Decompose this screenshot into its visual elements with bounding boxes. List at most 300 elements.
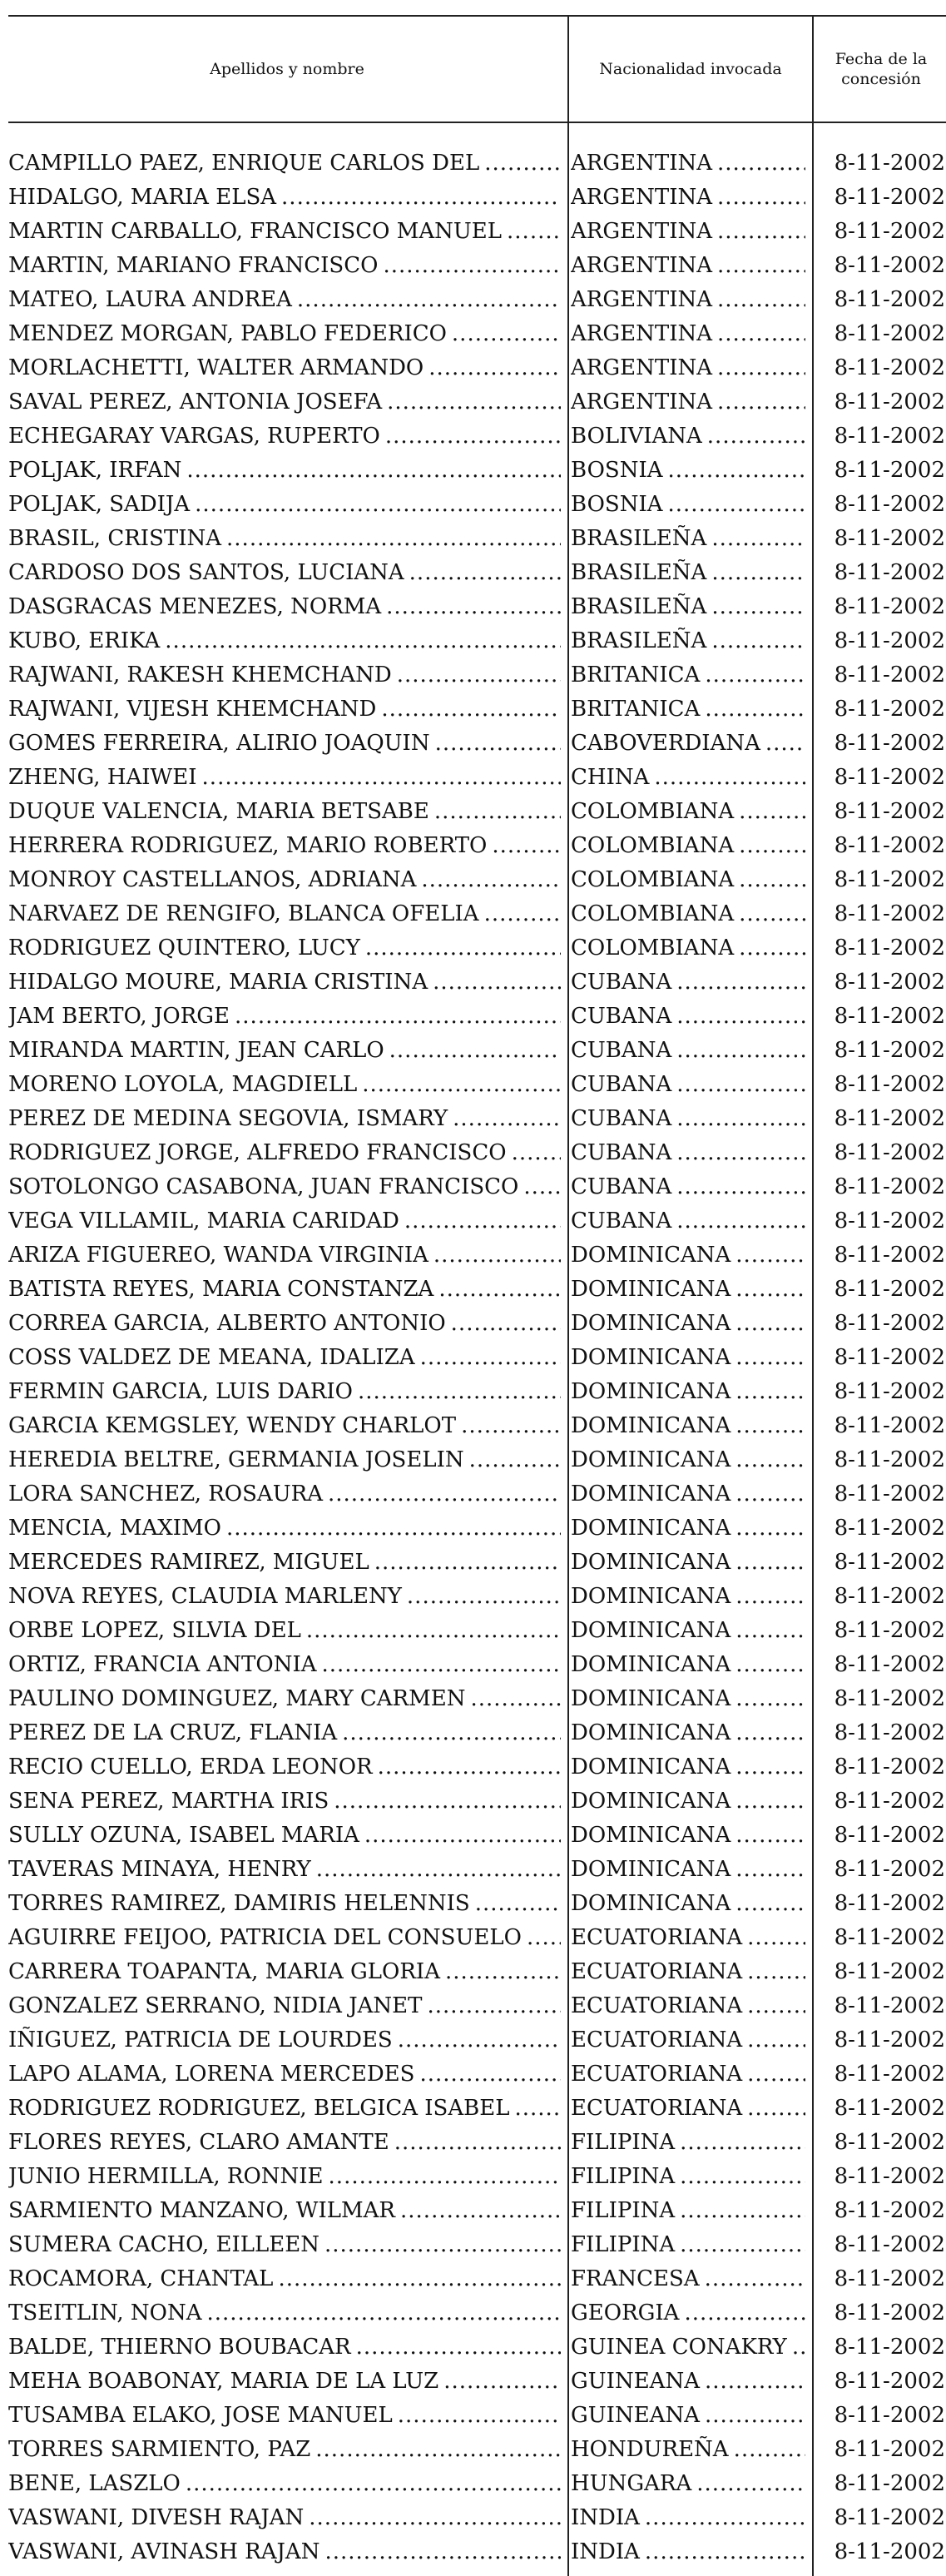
row-nationality-cell <box>571 2501 805 2535</box>
table-row <box>8 317 946 351</box>
nationality: HUNGARA <box>571 2471 696 2496</box>
row-nationality-cell <box>571 1341 805 1375</box>
concession-date: 8-11-2002 <box>834 867 945 892</box>
table-row <box>8 931 946 965</box>
person-name: LORA SANCHEZ, ROSAURA <box>8 1482 328 1506</box>
row-nationality-cell <box>571 1068 805 1102</box>
row-name-cell <box>8 1546 561 1580</box>
nationality: BOSNIA <box>571 492 668 517</box>
person-name: ROCAMORA, CHANTAL <box>8 2266 278 2291</box>
person-name: BATISTA REYES, MARIA CONSTANZA <box>8 1277 438 1302</box>
concession-date: 8-11-2002 <box>834 1140 945 1165</box>
nationality: GUINEA CONAKRY <box>571 2335 792 2360</box>
table-row <box>8 658 946 692</box>
concession-date: 8-11-2002 <box>834 594 945 619</box>
nationality: DOMINICANA <box>571 1516 736 1541</box>
nationality: FILIPINA <box>571 2164 680 2189</box>
concession-date: 8-11-2002 <box>834 219 945 244</box>
row-nationality-cell <box>571 146 805 181</box>
table-row <box>8 795 946 829</box>
person-name: HEREDIA BELTRE, GERMANIA JOSELIN <box>8 1447 469 1472</box>
concession-date: 8-11-2002 <box>834 1277 945 1302</box>
row-nationality-cell <box>571 1511 805 1546</box>
concession-date: 8-11-2002 <box>834 1652 945 1677</box>
table-body <box>8 123 946 2569</box>
row-nationality-cell <box>571 1307 805 1341</box>
row-name-cell <box>8 181 561 215</box>
row-nationality-cell <box>571 1238 805 1273</box>
concession-date: 8-11-2002 <box>834 1004 945 1029</box>
row-name-cell <box>8 2296 561 2330</box>
row-nationality-cell <box>571 2262 805 2296</box>
row-nationality-cell <box>571 1204 805 1238</box>
concession-date: 8-11-2002 <box>834 2198 945 2223</box>
row-nationality-cell <box>571 1443 805 1477</box>
row-nationality-cell <box>571 761 805 795</box>
row-nationality-cell <box>571 2296 805 2330</box>
row-name-cell <box>8 2023 561 2057</box>
concession-date: 8-11-2002 <box>834 2096 945 2121</box>
row-name-cell <box>8 522 561 556</box>
nationality: CUBANA <box>571 1174 676 1199</box>
concession-date: 8-11-2002 <box>834 2130 945 2155</box>
nationality: COLOMBIANA <box>571 833 739 858</box>
row-nationality-cell <box>571 658 805 692</box>
person-name: MATEO, LAURA ANDREA <box>8 287 297 312</box>
row-nationality-cell <box>571 931 805 965</box>
row-nationality-cell <box>571 1682 805 1716</box>
row-name-cell <box>8 1819 561 1853</box>
table-row <box>8 2330 946 2365</box>
table-row <box>8 863 946 897</box>
concession-date: 8-11-2002 <box>834 1311 945 1336</box>
nationality: BOLIVIANA <box>571 424 707 449</box>
row-name-cell <box>8 146 561 181</box>
nationality: ECUATORIANA <box>571 1993 747 2018</box>
table-row <box>8 2057 946 2092</box>
row-nationality-cell <box>571 283 805 317</box>
table-row <box>8 2535 946 2569</box>
concession-date: 8-11-2002 <box>834 799 945 824</box>
row-nationality-cell <box>571 2023 805 2057</box>
table-row <box>8 761 946 795</box>
person-name: IÑIGUEZ, PATRICIA DE LOURDES <box>8 2028 398 2052</box>
person-name: RAJWANI, VIJESH KHEMCHAND <box>8 697 381 722</box>
person-name: TORRES RAMIREZ, DAMIRIS HELENNIS <box>8 1891 475 1916</box>
row-nationality-cell <box>571 556 805 590</box>
concession-date: 8-11-2002 <box>834 1993 945 2018</box>
concession-date: 8-11-2002 <box>834 833 945 858</box>
person-name: CAMPILLO PAEZ, ENRIQUE CARLOS DEL <box>8 151 484 176</box>
table-row <box>8 249 946 283</box>
row-name-cell <box>8 419 561 454</box>
person-name: PEREZ DE LA CRUZ, FLANIA <box>8 1720 342 1745</box>
person-name: MENDEZ MORGAN, PABLO FEDERICO <box>8 321 452 346</box>
nationality: DOMINICANA <box>571 1618 736 1643</box>
table-row <box>8 1546 946 1580</box>
row-name-cell <box>8 1511 561 1546</box>
nationality: INDIA <box>571 2539 645 2564</box>
table-row <box>8 556 946 590</box>
person-name: SULLY OZUNA, ISABEL MARIA <box>8 1823 364 1848</box>
nationality: ECUATORIANA <box>571 2028 747 2052</box>
nationality: COLOMBIANA <box>571 867 739 892</box>
nationality: BRITANICA <box>571 663 705 687</box>
table-row <box>8 2365 946 2399</box>
row-nationality-cell <box>571 1580 805 1614</box>
nationality: FRANCESA <box>571 2266 705 2291</box>
concession-date: 8-11-2002 <box>834 936 945 960</box>
person-name: ZHENG, HAIWEI <box>8 765 202 790</box>
person-name: ORTIZ, FRANCIA ANTONIA <box>8 1652 322 1677</box>
row-name-cell <box>8 1784 561 1819</box>
row-name-cell <box>8 1887 561 1921</box>
table-row <box>8 215 946 249</box>
row-name-cell <box>8 1307 561 1341</box>
row-name-cell <box>8 1648 561 1682</box>
concession-date: 8-11-2002 <box>834 1038 945 1063</box>
row-name-cell <box>8 556 561 590</box>
nationality: CUBANA <box>571 1004 676 1029</box>
nationality: CABOVERDIANA <box>571 731 765 756</box>
row-name-cell <box>8 1375 561 1409</box>
nationality: BOSNIA <box>571 458 668 483</box>
table-row <box>8 1443 946 1477</box>
table-row <box>8 1409 946 1443</box>
person-name: HERRERA RODRIGUEZ, MARIO ROBERTO <box>8 833 492 858</box>
nationality: BRITANICA <box>571 697 705 722</box>
person-name: TORRES SARMIENTO, PAZ <box>8 2437 315 2462</box>
concession-date: 8-11-2002 <box>834 1516 945 1541</box>
nationality: ECUATORIANA <box>571 1959 747 1984</box>
row-name-cell <box>8 1989 561 2023</box>
table-row <box>8 1068 946 1102</box>
concession-date: 8-11-2002 <box>834 1447 945 1472</box>
person-name: MORLACHETTI, WALTER ARMANDO <box>8 355 428 380</box>
row-name-cell <box>8 1034 561 1068</box>
row-nationality-cell <box>571 419 805 454</box>
person-name: MEHA BOABONAY, MARIA DE LA LUZ <box>8 2369 443 2394</box>
row-name-cell <box>8 1170 561 1204</box>
table-row <box>8 2501 946 2535</box>
row-name-cell <box>8 1409 561 1443</box>
concession-date: 8-11-2002 <box>834 663 945 687</box>
person-name: POLJAK, SADIJA <box>8 492 195 517</box>
concession-date: 8-11-2002 <box>834 560 945 585</box>
nationality: ARGENTINA <box>571 253 717 278</box>
concession-date: 8-11-2002 <box>834 253 945 278</box>
row-nationality-cell <box>571 1170 805 1204</box>
concession-date: 8-11-2002 <box>834 697 945 722</box>
row-nationality-cell <box>571 2535 805 2569</box>
concession-date: 8-11-2002 <box>834 1482 945 1506</box>
row-nationality-cell <box>571 965 805 1000</box>
table-row <box>8 1989 946 2023</box>
concession-date: 8-11-2002 <box>834 2471 945 2496</box>
table-row <box>8 283 946 317</box>
concession-date: 8-11-2002 <box>834 1720 945 1745</box>
concession-date: 8-11-2002 <box>834 1925 945 1950</box>
row-name-cell <box>8 624 561 658</box>
table-row <box>8 1102 946 1136</box>
nationality: ECUATORIANA <box>571 1925 747 1950</box>
header-name: Apellidos y nombre <box>210 60 364 78</box>
concession-date: 8-11-2002 <box>834 765 945 790</box>
nationality: DOMINICANA <box>571 1243 736 1268</box>
row-nationality-cell <box>571 829 805 863</box>
row-nationality-cell <box>571 2160 805 2194</box>
row-nationality-cell <box>571 1887 805 1921</box>
row-name-cell <box>8 215 561 249</box>
table-row <box>8 897 946 931</box>
table-row <box>8 1375 946 1409</box>
person-name: RODRIGUEZ QUINTERO, LUCY <box>8 936 365 960</box>
row-name-cell <box>8 1443 561 1477</box>
nationality: ARGENTINA <box>571 390 717 414</box>
table-row <box>8 2092 946 2126</box>
row-nationality-cell <box>571 1000 805 1034</box>
nationality: DOMINICANA <box>571 1379 736 1404</box>
table-row <box>8 1750 946 1784</box>
person-name: TAVERAS MINAYA, HENRY <box>8 1857 316 1882</box>
nationality: COLOMBIANA <box>571 799 739 824</box>
nationality: CUBANA <box>571 1038 676 1063</box>
table-row <box>8 2433 946 2467</box>
nationality: DOMINICANA <box>571 1891 736 1916</box>
row-nationality-cell <box>571 1921 805 1955</box>
nationality: ARGENTINA <box>571 185 717 210</box>
person-name: MONROY CASTELLANOS, ADRIANA <box>8 867 421 892</box>
row-name-cell <box>8 1750 561 1784</box>
concession-date: 8-11-2002 <box>834 526 945 551</box>
concession-date: 8-11-2002 <box>834 1618 945 1643</box>
nationality: DOMINICANA <box>571 1720 736 1745</box>
row-name-cell <box>8 2467 561 2501</box>
table-row <box>8 181 946 215</box>
row-nationality-cell <box>571 1955 805 1989</box>
concession-date: 8-11-2002 <box>834 390 945 414</box>
row-nationality-cell <box>571 1273 805 1307</box>
person-name: ECHEGARAY VARGAS, RUPERTO <box>8 424 385 449</box>
nationality: ARGENTINA <box>571 355 717 380</box>
nationality: BRASILEÑA <box>571 594 711 619</box>
row-nationality-cell <box>571 2057 805 2092</box>
person-name: HIDALGO, MARIA ELSA <box>8 185 281 210</box>
table-row <box>8 1784 946 1819</box>
person-name: KUBO, ERIKA <box>8 628 165 653</box>
table-row <box>8 624 946 658</box>
row-nationality-cell <box>571 522 805 556</box>
row-name-cell <box>8 931 561 965</box>
row-name-cell <box>8 1614 561 1648</box>
row-name-cell <box>8 1477 561 1511</box>
nationality: DOMINICANA <box>571 1686 736 1711</box>
person-name: VEGA VILLAMIL, MARIA CARIDAD <box>8 1209 404 1233</box>
nationality: CUBANA <box>571 1072 676 1097</box>
person-name: BRASIL, CRISTINA <box>8 526 226 551</box>
concession-date: 8-11-2002 <box>834 1789 945 1814</box>
row-nationality-cell <box>571 181 805 215</box>
nationality: GUINEANA <box>571 2369 705 2394</box>
row-nationality-cell <box>571 317 805 351</box>
table-row <box>8 1341 946 1375</box>
table-row <box>8 1614 946 1648</box>
row-name-cell <box>8 863 561 897</box>
nationality: ARGENTINA <box>571 287 717 312</box>
row-nationality-cell <box>571 2467 805 2501</box>
concession-date: 8-11-2002 <box>834 492 945 517</box>
row-nationality-cell <box>571 2228 805 2262</box>
row-nationality-cell <box>571 2399 805 2433</box>
nationality: HONDUREÑA <box>571 2437 734 2462</box>
row-name-cell <box>8 1955 561 1989</box>
nationality: DOMINICANA <box>571 1823 736 1848</box>
person-name: RODRIGUEZ RODRIGUEZ, BELGICA ISABEL <box>8 2096 515 2121</box>
nationality: BRASILEÑA <box>571 560 711 585</box>
row-nationality-cell <box>571 249 805 283</box>
table-row <box>8 2228 946 2262</box>
nationality: DOMINICANA <box>571 1789 736 1814</box>
person-name: GOMES FERREIRA, ALIRIO JOAQUIN <box>8 731 435 756</box>
nationality: CUBANA <box>571 1106 676 1131</box>
concession-date: 8-11-2002 <box>834 2232 945 2257</box>
table-row <box>8 351 946 385</box>
row-nationality-cell <box>571 385 805 419</box>
row-nationality-cell <box>571 624 805 658</box>
table-row <box>8 1955 946 1989</box>
row-nationality-cell <box>571 1750 805 1784</box>
concession-date: 8-11-2002 <box>834 1550 945 1575</box>
table-row <box>8 2296 946 2330</box>
person-name: DUQUE VALENCIA, MARIA BETSABE <box>8 799 434 824</box>
nationality: ARGENTINA <box>571 151 717 176</box>
row-name-cell <box>8 1204 561 1238</box>
person-name: RAJWANI, RAKESH KHEMCHAND <box>8 663 397 687</box>
row-name-cell <box>8 761 561 795</box>
concession-date: 8-11-2002 <box>834 2505 945 2530</box>
row-name-cell <box>8 2057 561 2092</box>
table-row <box>8 965 946 1000</box>
row-name-cell <box>8 965 561 1000</box>
nationality: FILIPINA <box>571 2130 680 2155</box>
nationality: GEORGIA <box>571 2301 684 2325</box>
row-name-cell <box>8 283 561 317</box>
concession-date: 8-11-2002 <box>834 1413 945 1438</box>
table-row <box>8 2399 946 2433</box>
table-row <box>8 692 946 727</box>
concession-date: 8-11-2002 <box>834 2062 945 2087</box>
nationality: ECUATORIANA <box>571 2096 747 2121</box>
concession-date: 8-11-2002 <box>834 1379 945 1404</box>
row-nationality-cell <box>571 727 805 761</box>
table-row <box>8 2467 946 2501</box>
table-row <box>8 1204 946 1238</box>
concession-date: 8-11-2002 <box>834 355 945 380</box>
person-name: JAM BERTO, JORGE <box>8 1004 235 1029</box>
nationality: DOMINICANA <box>571 1652 736 1677</box>
concession-date: 8-11-2002 <box>834 1174 945 1199</box>
table-row <box>8 1307 946 1341</box>
table-row <box>8 2194 946 2228</box>
table-header <box>8 15 946 123</box>
row-name-cell <box>8 1853 561 1887</box>
row-nationality-cell <box>571 1784 805 1819</box>
row-name-cell <box>8 1341 561 1375</box>
table-row <box>8 1170 946 1204</box>
nationality: DOMINICANA <box>571 1857 736 1882</box>
concession-date: 8-11-2002 <box>834 901 945 926</box>
table-row <box>8 2160 946 2194</box>
table-row <box>8 419 946 454</box>
row-name-cell <box>8 2092 561 2126</box>
concession-date: 8-11-2002 <box>834 185 945 210</box>
table-row <box>8 1921 946 1955</box>
concession-date: 8-11-2002 <box>834 1823 945 1848</box>
row-name-cell <box>8 727 561 761</box>
concession-date: 8-11-2002 <box>834 151 945 176</box>
concession-date: 8-11-2002 <box>834 1345 945 1370</box>
concession-date: 8-11-2002 <box>834 2335 945 2360</box>
row-name-cell <box>8 1682 561 1716</box>
person-name: NARVAEZ DE RENGIFO, BLANCA OFELIA <box>8 901 484 926</box>
row-nationality-cell <box>571 1409 805 1443</box>
nationality: GUINEANA <box>571 2403 705 2428</box>
row-name-cell <box>8 829 561 863</box>
person-name: MARTIN CARBALLO, FRANCISCO MANUEL <box>8 219 507 244</box>
concession-date: 8-11-2002 <box>834 970 945 995</box>
row-nationality-cell <box>571 351 805 385</box>
nationality: COLOMBIANA <box>571 936 739 960</box>
row-nationality-cell <box>571 692 805 727</box>
person-name: MIRANDA MARTIN, JEAN CARLO <box>8 1038 389 1063</box>
row-name-cell <box>8 2160 561 2194</box>
nationality: DOMINICANA <box>571 1311 736 1336</box>
row-nationality-cell <box>571 2126 805 2160</box>
nationality: CUBANA <box>571 1209 676 1233</box>
row-name-cell <box>8 2433 561 2467</box>
row-nationality-cell <box>571 863 805 897</box>
person-name: CARDOSO DOS SANTOS, LUCIANA <box>8 560 409 585</box>
concession-date: 8-11-2002 <box>834 1959 945 1984</box>
row-name-cell <box>8 2501 561 2535</box>
table-row <box>8 1682 946 1716</box>
table-row <box>8 829 946 863</box>
person-name: TSEITLIN, NONA <box>8 2301 207 2325</box>
row-nationality-cell <box>571 2433 805 2467</box>
table-row <box>8 2126 946 2160</box>
row-name-cell <box>8 692 561 727</box>
person-name: POLJAK, IRFAN <box>8 458 186 483</box>
concession-date: 8-11-2002 <box>834 2437 945 2462</box>
person-name: HIDALGO MOURE, MARIA CRISTINA <box>8 970 433 995</box>
table-row <box>8 1136 946 1170</box>
nationality: DOMINICANA <box>571 1277 736 1302</box>
concession-date: 8-11-2002 <box>834 628 945 653</box>
row-nationality-cell <box>571 1648 805 1682</box>
document-table <box>8 15 946 2569</box>
person-name: MARTIN, MARIANO FRANCISCO <box>8 253 383 278</box>
table-row <box>8 385 946 419</box>
table-row <box>8 454 946 488</box>
concession-date: 8-11-2002 <box>834 1584 945 1609</box>
nationality: CUBANA <box>571 970 676 995</box>
nationality: BRASILEÑA <box>571 628 711 653</box>
concession-date: 8-11-2002 <box>834 1857 945 1882</box>
table-row <box>8 2023 946 2057</box>
row-name-cell <box>8 795 561 829</box>
nationality: ARGENTINA <box>571 321 717 346</box>
nationality: DOMINICANA <box>571 1755 736 1779</box>
